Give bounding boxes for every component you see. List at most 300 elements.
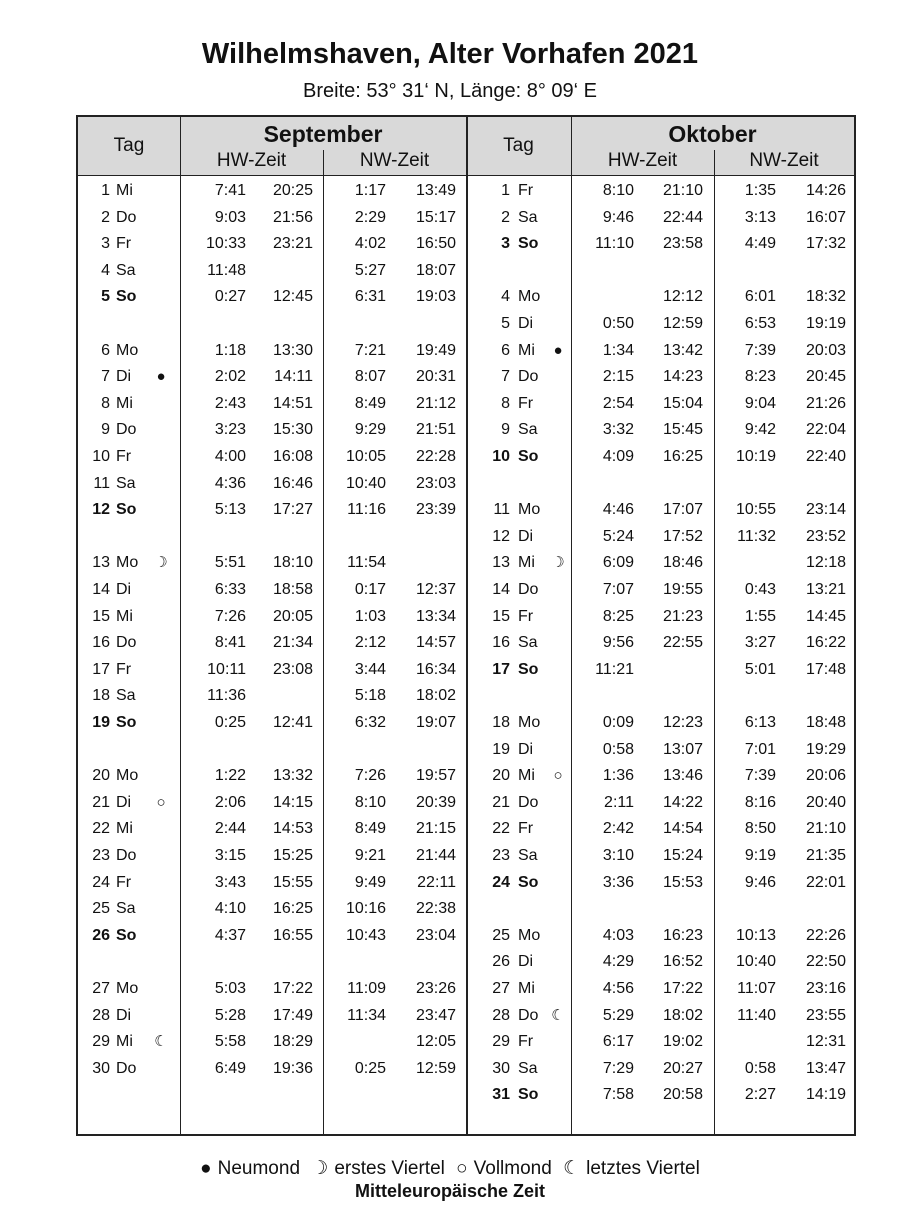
low-water-1: 2:12: [354, 634, 386, 652]
high-water-1: 8:10: [602, 182, 634, 199]
day-number: 12: [92, 501, 110, 519]
day-number: 6: [501, 341, 510, 359]
high-water-1: 4:56: [602, 980, 634, 997]
day-number: 27: [492, 980, 510, 997]
weekday: Mi: [116, 182, 133, 199]
low-water-1: 4:02: [354, 235, 386, 253]
col-header-hw-okt: HW-Zeit: [607, 150, 678, 171]
low-water-1: 11:16: [347, 501, 386, 519]
high-water-2: 18:58: [272, 581, 313, 598]
high-water-2: 19:36: [272, 1059, 313, 1077]
table-row: [78, 231, 854, 257]
low-water-2: 13:47: [805, 1059, 846, 1077]
legend-label-full-moon: Vollmond: [473, 1158, 552, 1179]
high-water-2: 16:23: [662, 926, 703, 944]
high-water-1: 3:36: [602, 873, 634, 891]
day-number: 3: [101, 235, 110, 253]
day-number: 9: [501, 421, 510, 439]
high-water-1: 1:18: [214, 341, 246, 359]
low-water-2: 22:26: [805, 926, 846, 944]
high-water-2: 19:02: [662, 1033, 703, 1051]
low-water-1: 2:27: [744, 1086, 776, 1104]
weekday: Fr: [518, 820, 534, 838]
low-water-1: 7:01: [744, 740, 776, 758]
table-row: [78, 364, 854, 390]
high-water-1: 5:13: [214, 501, 246, 519]
weekday: Fr: [116, 235, 132, 253]
high-water-1: 5:29: [602, 1006, 634, 1024]
day-number: 1: [501, 182, 510, 199]
high-water-2: 14:15: [272, 793, 313, 811]
low-water-2: 18:07: [415, 261, 456, 279]
high-water-2: 23:58: [662, 235, 703, 253]
day-number: 18: [492, 714, 510, 731]
weekday: Mi: [518, 341, 535, 359]
table-row: [78, 1082, 854, 1108]
weekday: Sa: [116, 687, 136, 705]
low-water-1: 9:04: [744, 394, 776, 412]
high-water-2: 19:55: [662, 581, 703, 598]
day-number: 9: [101, 421, 110, 439]
table-row: [78, 338, 854, 364]
low-water-1: 9:19: [744, 847, 776, 864]
legend-label-first-quarter: erstes Viertel: [334, 1158, 445, 1179]
high-water-2: 13:07: [662, 740, 703, 758]
table-row: [78, 178, 854, 204]
table-row: [78, 843, 854, 869]
low-water-2: 19:03: [415, 288, 456, 306]
high-water-2: 17:27: [272, 501, 313, 519]
high-water-1: 5:24: [602, 527, 634, 545]
high-water-2: 14:53: [272, 820, 313, 838]
high-water-2: 22:44: [662, 208, 703, 226]
low-water-1: 6:32: [354, 714, 386, 731]
day-number: 8: [501, 394, 510, 412]
high-water-1: 10:11: [207, 660, 246, 678]
legend-label-new-moon: Neumond: [217, 1158, 301, 1179]
high-water-2: 15:53: [662, 873, 703, 891]
high-water-1: 2:15: [602, 368, 634, 386]
low-water-2: 20:39: [415, 793, 456, 811]
low-water-2: 13:21: [805, 581, 846, 598]
high-water-2: 14:11: [274, 368, 313, 386]
high-water-2: 15:45: [662, 421, 703, 439]
low-water-2: 12:31: [805, 1033, 846, 1051]
table-row: [78, 577, 854, 603]
high-water-2: 18:29: [272, 1033, 313, 1051]
weekday: Mo: [518, 926, 541, 944]
weekday: Sa: [518, 634, 538, 652]
moon-phase-icon: ●: [156, 368, 166, 386]
day-number: 1: [101, 182, 110, 199]
high-water-1: 0:27: [214, 288, 246, 306]
high-water-2: 13:46: [662, 767, 703, 785]
moon-phase-icon: ☽: [154, 554, 168, 572]
weekday: Do: [518, 1006, 539, 1024]
low-water-2: 16:34: [415, 660, 456, 678]
high-water-2: 17:22: [662, 980, 703, 997]
day-number: 26: [92, 926, 110, 944]
low-water-1: 8:49: [354, 820, 386, 838]
low-water-1: 10:40: [345, 474, 386, 492]
moon-phase-icon: ○: [156, 793, 166, 811]
high-water-2: 18:02: [662, 1006, 703, 1024]
high-water-1: 2:44: [214, 820, 246, 838]
low-water-2: 23:04: [415, 926, 456, 944]
low-water-1: 6:53: [744, 315, 776, 332]
low-water-1: 1:17: [354, 182, 386, 199]
high-water-2: 17:49: [272, 1006, 313, 1024]
high-water-1: 0:50: [602, 315, 634, 332]
high-water-1: 3:23: [214, 421, 246, 439]
low-water-1: 1:55: [744, 607, 776, 625]
moon-phase-icon: ○: [553, 767, 563, 785]
low-water-1: 7:21: [354, 341, 386, 359]
day-number: 23: [492, 847, 510, 864]
table-row: [78, 976, 854, 1002]
weekday: So: [518, 873, 539, 891]
day-number: 30: [492, 1059, 510, 1077]
table-row: [78, 790, 854, 816]
weekday: Mo: [518, 714, 541, 731]
low-water-2: 16:07: [805, 208, 846, 226]
high-water-2: 16:25: [662, 448, 703, 465]
low-water-2: 22:50: [805, 953, 846, 971]
low-water-2: 22:11: [417, 873, 456, 891]
weekday: So: [518, 1086, 539, 1104]
day-number: 25: [92, 900, 110, 918]
high-water-1: 3:10: [602, 847, 634, 864]
last-quarter-icon: ☾: [563, 1158, 581, 1179]
low-water-1: 5:27: [354, 261, 386, 279]
low-water-2: 14:57: [415, 634, 456, 652]
low-water-1: 4:49: [744, 235, 776, 253]
high-water-1: 11:10: [595, 235, 634, 253]
high-water-1: 4:10: [214, 900, 246, 918]
low-water-2: 23:52: [805, 527, 846, 545]
high-water-2: 22:55: [662, 634, 703, 652]
high-water-1: 11:48: [207, 261, 246, 279]
low-water-2: 19:49: [415, 341, 456, 359]
weekday: So: [116, 926, 137, 944]
low-water-2: 20:31: [415, 368, 456, 386]
weekday: Di: [518, 740, 534, 758]
weekday: Do: [116, 847, 137, 864]
day-number: 30: [92, 1059, 110, 1077]
high-water-1: 5:51: [214, 554, 246, 572]
day-number: 17: [492, 660, 510, 678]
low-water-1: 10:43: [345, 926, 386, 944]
low-water-1: 9:29: [354, 421, 386, 439]
low-water-2: 18:02: [415, 687, 456, 705]
high-water-2: 21:23: [662, 607, 703, 625]
low-water-1: 6:01: [744, 288, 776, 306]
weekday: Fr: [518, 1033, 534, 1051]
day-number: 5: [501, 315, 510, 332]
low-water-2: 16:22: [805, 634, 846, 652]
low-water-1: 1:35: [744, 182, 776, 199]
low-water-1: 10:16: [345, 900, 386, 918]
low-water-1: 11:34: [347, 1006, 386, 1024]
weekday: So: [518, 660, 539, 678]
high-water-1: 2:42: [602, 820, 634, 838]
weekday: Do: [518, 581, 539, 598]
weekday: Di: [116, 368, 132, 386]
high-water-1: 11:21: [595, 660, 634, 678]
day-number: 26: [492, 953, 510, 971]
weekday: Di: [518, 315, 534, 332]
day-number: 15: [492, 607, 510, 625]
day-number: 20: [92, 767, 110, 785]
weekday: Di: [116, 581, 132, 598]
high-water-1: 4:46: [602, 501, 634, 519]
day-number: 7: [101, 368, 110, 386]
high-water-1: 8:25: [602, 607, 634, 625]
day-number: 14: [92, 581, 110, 598]
day-number: 28: [492, 1006, 510, 1024]
low-water-1: 7:39: [744, 767, 776, 785]
table-row: [78, 896, 854, 922]
timezone-footer: Mitteleuropäische Zeit: [354, 1181, 546, 1201]
high-water-2: 15:30: [272, 421, 313, 439]
low-water-2: 23:26: [415, 980, 456, 997]
high-water-1: 2:06: [214, 793, 246, 811]
high-water-2: 13:30: [272, 341, 313, 359]
high-water-1: 4:29: [602, 953, 634, 971]
high-water-2: 16:52: [662, 953, 703, 971]
low-water-2: 21:44: [415, 847, 456, 864]
low-water-2: 23:16: [805, 980, 846, 997]
high-water-1: 6:17: [602, 1033, 634, 1051]
high-water-1: 2:43: [214, 394, 246, 412]
low-water-1: 1:03: [354, 607, 386, 625]
day-number: 5: [101, 288, 110, 306]
day-number: 16: [492, 634, 510, 652]
high-water-2: 16:55: [272, 926, 313, 944]
high-water-1: 4:00: [214, 448, 246, 465]
high-water-2: 12:59: [662, 315, 703, 332]
low-water-1: 3:44: [354, 660, 386, 678]
day-number: 29: [492, 1033, 510, 1051]
weekday: Mo: [116, 341, 139, 359]
high-water-2: 20:58: [662, 1086, 703, 1104]
weekday: Mi: [116, 1033, 133, 1051]
weekday: Do: [116, 421, 137, 439]
weekday: Do: [116, 208, 137, 226]
month-header-oktober: Oktober: [668, 121, 757, 147]
day-number: 22: [492, 820, 510, 838]
day-number: 3: [501, 235, 510, 253]
high-water-1: 8:41: [214, 634, 246, 652]
table-row: [78, 471, 854, 497]
table-row: [78, 417, 854, 443]
high-water-2: 13:32: [272, 767, 313, 785]
low-water-1: 0:58: [744, 1059, 776, 1077]
moon-phase-icon: ☾: [154, 1033, 168, 1051]
day-number: 24: [492, 873, 510, 891]
low-water-2: 13:34: [415, 607, 456, 625]
low-water-1: 8:16: [744, 793, 776, 811]
high-water-2: 15:55: [272, 873, 313, 891]
low-water-2: 18:48: [805, 714, 846, 731]
low-water-2: 20:03: [805, 341, 846, 359]
weekday: Mo: [116, 980, 139, 997]
day-number: 17: [92, 660, 110, 678]
low-water-1: 10:55: [735, 501, 776, 519]
table-row: [78, 497, 854, 523]
day-number: 23: [92, 847, 110, 864]
day-number: 4: [501, 288, 510, 306]
high-water-1: 11:36: [207, 687, 246, 705]
table-row: [78, 710, 854, 736]
weekday: Sa: [116, 900, 136, 918]
high-water-1: 2:11: [604, 793, 634, 811]
moon-phase-icon: ☾: [551, 1006, 565, 1024]
low-water-1: 9:21: [354, 847, 386, 864]
col-header-tag-okt: Tag: [503, 135, 534, 156]
day-number: 13: [492, 554, 510, 572]
weekday: Mi: [518, 554, 535, 572]
low-water-1: 10:13: [735, 926, 776, 944]
low-water-1: 7:39: [744, 341, 776, 359]
weekday: Di: [116, 793, 132, 811]
high-water-2: 16:08: [272, 448, 313, 465]
high-water-2: 17:07: [662, 501, 703, 519]
low-water-2: 13:49: [415, 182, 456, 199]
weekday: Mi: [518, 767, 535, 785]
moon-phase-icon: ●: [553, 341, 563, 359]
low-water-2: 12:05: [415, 1033, 456, 1051]
day-number: 11: [93, 474, 110, 492]
high-water-2: 18:46: [662, 554, 703, 572]
weekday: Fr: [116, 660, 132, 678]
low-water-1: 11:07: [737, 980, 776, 997]
low-water-1: 8:07: [354, 368, 386, 386]
high-water-1: 2:54: [602, 394, 634, 412]
high-water-1: 9:03: [214, 208, 246, 226]
day-number: 19: [492, 740, 510, 758]
table-row: [78, 1003, 854, 1029]
table-row: [78, 816, 854, 842]
col-header-tag-sep: Tag: [113, 135, 145, 156]
high-water-2: 12:45: [272, 288, 313, 306]
low-water-2: 22:40: [805, 448, 846, 465]
low-water-1: 10:05: [345, 448, 386, 465]
low-water-2: 19:57: [415, 767, 456, 785]
day-number: 27: [92, 980, 110, 997]
table-row: [78, 949, 854, 975]
high-water-2: 16:25: [272, 900, 313, 918]
low-water-1: 0:17: [354, 581, 386, 598]
high-water-1: 2:02: [214, 368, 246, 386]
moon-phase-icon: ☽: [551, 554, 565, 572]
weekday: Do: [518, 793, 539, 811]
low-water-2: 21:51: [415, 421, 456, 439]
low-water-2: 18:32: [805, 288, 846, 306]
weekday: So: [116, 288, 137, 306]
table-row: [78, 284, 854, 310]
col-header-nw-sep: NW-Zeit: [359, 150, 430, 171]
low-water-2: 20:45: [805, 368, 846, 386]
day-number: 2: [101, 208, 110, 226]
low-water-2: 21:26: [805, 394, 846, 412]
low-water-1: 10:19: [735, 448, 776, 465]
low-water-2: 19:19: [805, 315, 846, 332]
day-number: 16: [92, 634, 110, 652]
table-row: [78, 604, 854, 630]
weekday: Mi: [116, 394, 133, 412]
high-water-1: 3:32: [602, 421, 634, 439]
tide-table: [76, 115, 856, 1136]
weekday: Do: [116, 1059, 137, 1077]
low-water-2: 12:37: [415, 581, 456, 598]
low-water-2: 23:03: [415, 474, 456, 492]
high-water-2: 16:46: [272, 474, 313, 492]
weekday: So: [518, 235, 539, 253]
low-water-2: 20:40: [805, 793, 846, 811]
high-water-1: 7:26: [214, 607, 246, 625]
table-row: [78, 923, 854, 949]
day-number: 19: [92, 714, 110, 731]
first-quarter-icon: ☽: [311, 1158, 329, 1179]
low-water-1: 8:50: [744, 820, 776, 838]
day-number: 25: [492, 926, 510, 944]
low-water-2: 16:50: [415, 235, 456, 253]
low-water-2: 21:15: [415, 820, 456, 838]
low-water-2: 21:12: [415, 394, 456, 412]
weekday: Sa: [518, 421, 538, 439]
day-number: 28: [92, 1006, 110, 1024]
low-water-2: 23:39: [415, 501, 456, 519]
coordinates-subtitle: Breite: 53° 31‘ N, Länge: 8° 09‘ E: [303, 80, 597, 102]
high-water-2: 15:25: [272, 847, 313, 864]
high-water-2: 14:22: [662, 793, 703, 811]
day-number: 31: [492, 1086, 510, 1104]
day-number: 21: [492, 793, 510, 811]
legend-label-last-quarter: letztes Viertel: [586, 1158, 700, 1179]
new-moon-icon: ●: [200, 1158, 212, 1179]
moon-legend: [0, 1157, 900, 1180]
day-number: 12: [492, 527, 510, 545]
high-water-1: 5:03: [214, 980, 246, 997]
high-water-1: 9:56: [602, 634, 634, 652]
low-water-2: 17:48: [805, 660, 846, 678]
low-water-1: 5:01: [744, 660, 776, 678]
day-number: 13: [92, 554, 110, 572]
table-row: [78, 524, 854, 550]
month-header-september: September: [263, 121, 383, 147]
low-water-2: 14:19: [805, 1086, 846, 1104]
high-water-2: 20:05: [272, 607, 313, 625]
low-water-2: 19:29: [805, 740, 846, 758]
low-water-2: 20:06: [805, 767, 846, 785]
table-row: [78, 737, 854, 763]
weekday: Di: [518, 527, 534, 545]
high-water-2: 21:34: [272, 634, 313, 652]
low-water-2: 12:18: [805, 554, 846, 572]
high-water-2: 12:41: [272, 714, 313, 731]
day-number: 6: [101, 341, 110, 359]
low-water-1: 9:49: [354, 873, 386, 891]
table-row: [78, 657, 854, 683]
day-number: 22: [92, 820, 110, 838]
high-water-1: 4:03: [602, 926, 634, 944]
low-water-1: 8:10: [354, 793, 386, 811]
high-water-1: 1:36: [602, 767, 634, 785]
day-number: 7: [501, 368, 510, 386]
table-row: [78, 550, 854, 576]
high-water-2: 20:27: [662, 1059, 703, 1077]
